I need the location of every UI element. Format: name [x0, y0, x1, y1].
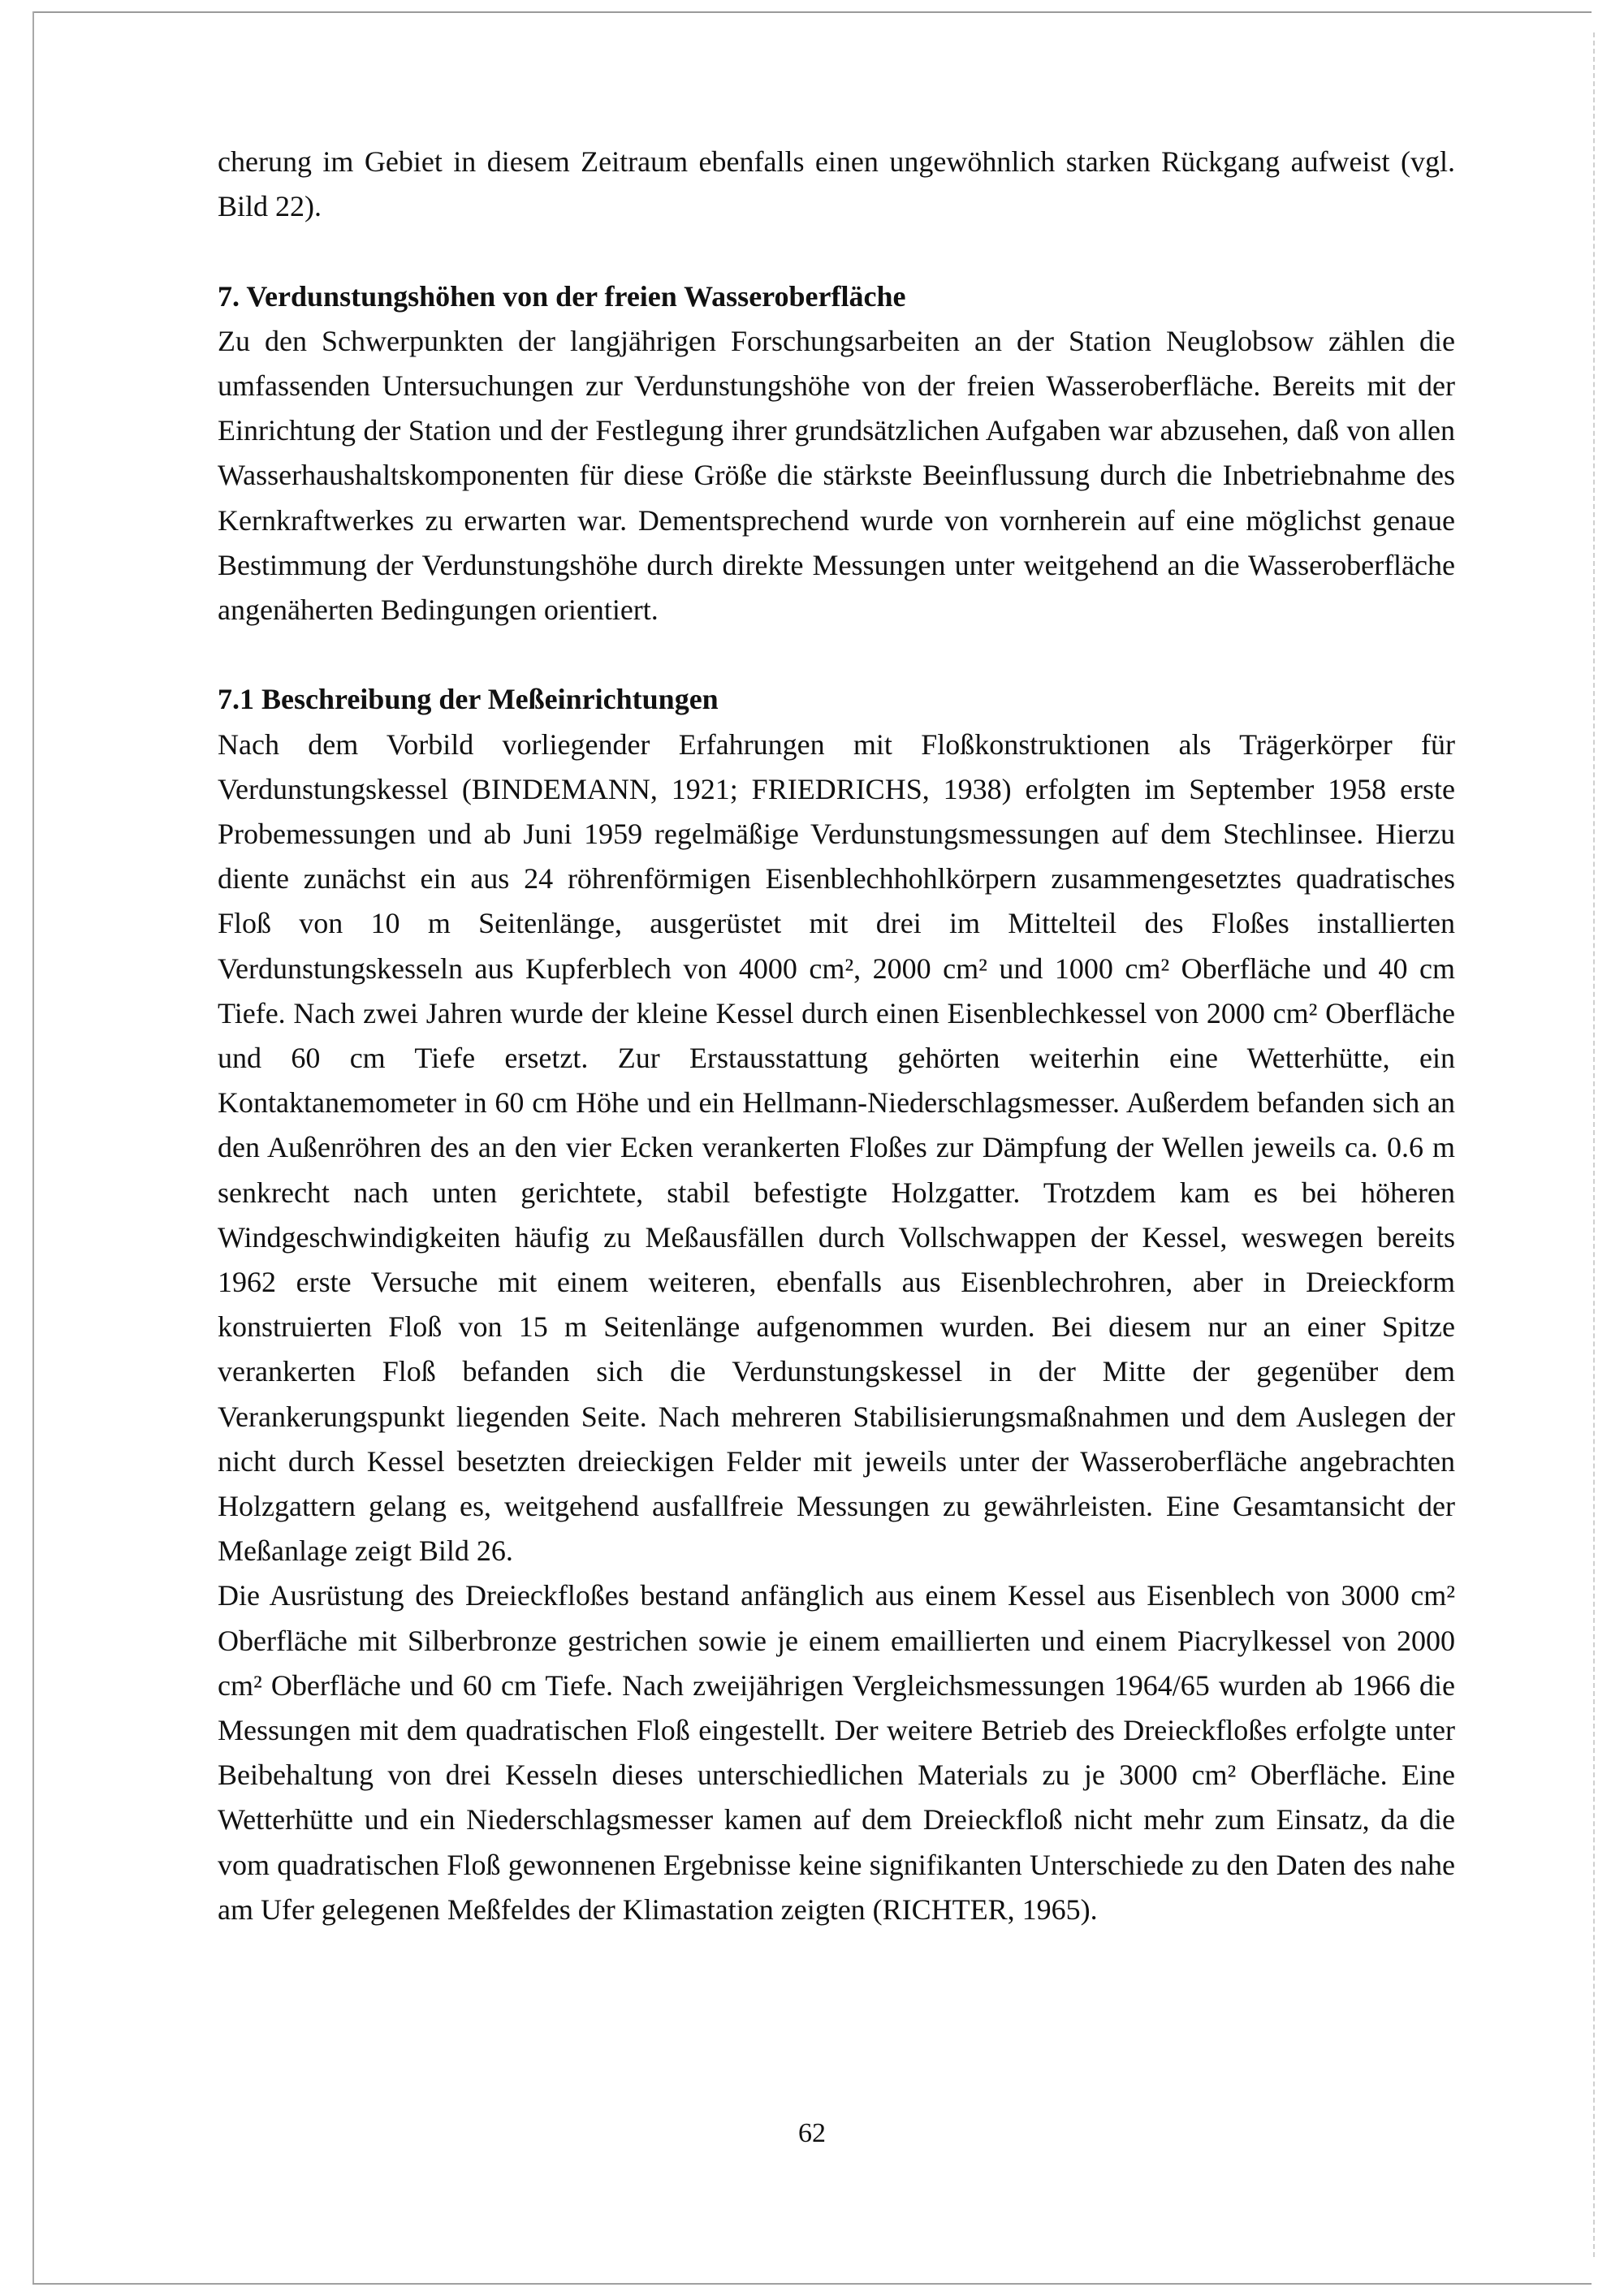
section-7-1-paragraph-1: Nach dem Vorbild vorliegender Erfahrungen mit Floßkonstruktionen als Trägerkörper für Verdunstungskessel (BINDEMANN, 1921; FRIEDRICHS, 1938) erfolgten im September 1958 erste Probemessungen und ab Juni 1959 regelmäßige Verdunstungsmessungen auf dem Stechlinsee. Hierzu diente zunächst ein aus 24 röhrenförmigen Eisenblechhohlkörpern zusammengesetztes quadratisches Floß von 10 m Seitenlänge, ausgerüstet mit drei im Mittelteil des Floßes installierten Verdunstungskesseln aus Kupferblech von 4000 cm², 2000 cm² und 1000 cm² Oberfläche und 40 cm Tiefe. Nach zwei Jahren wurde der kleine Kessel durch einen Eisenblechkessel von 2000 cm² Oberfläche und 60 cm Tiefe ersetzt. Zur Erstausstattung gehörten weiterhin eine Wetterhütte, ein Kontaktanemometer in 60 cm Höhe und ein Hellmann-Niederschlagsmesser. Außerdem befanden sich an den Außenröhren des an den vier Ecken verankerten Floßes zur Dämpfung der Wellen jeweils ca. 0.6 m senkrecht nach unten gerichtete, stabil befestigte Holzgatter. Trotzdem kam es bei höheren Windgeschwindigkeiten häufig zu Meßausfällen durch Vollschwappen der Kessel, weswegen bereits 1962 erste Versuche mit einem weiteren, ebenfalls aus Eisenblechrohren, aber in Dreieckform konstruierten Floß von 15 m Seitenlänge aufgenommen wurden. Bei diesem nur an einer Spitze verankerten Floß befanden sich die Verdunstungskessel in der Mitte der gegenüber dem Verankerungspunkt liegenden Seite. Nach mehreren Stabilisierungsmaßnahmen und dem Auslegen der nicht durch Kessel besetzten dreieckigen Felder mit jeweils unter der Wasseroberfläche angebrachten Holzgattern gelang es, weitgehend ausfallfreie Messungen zu gewährleisten. Eine Gesamtansicht der Meßanlage zeigt Bild 26.: [218, 727, 1455, 1568]
section-7-paragraph: Zu den Schwerpunkten der langjährigen Forschungsarbeiten an der Station Neuglobsow zählen die umfassenden Untersuchungen zur Verdunstungshöhe von der freien Wasseroberfläche. Bereits mit der Einrichtung der Station und der Festlegung ihrer grundsätzlichen Aufgaben war abzusehen, daß von allen Wasserhaushaltskomponenten für diese Größe die stärkste Beeinflussung durch die Inbetriebnahme des Kernkraftwerkes zu erwarten war. Dementsprechend wurde von vornherein auf eine möglichst genaue Bestimmung der Verdunstungshöhe durch direkte Messungen unter weitgehend an die Wasseroberfläche angenäherten Bedingungen orientiert.: [218, 324, 1455, 627]
intro-paragraph: cherung im Gebiet in diesem Zeitraum ebenfalls einen ungewöhnlich starken Rückgang aufweist (vgl. Bild 22).: [218, 145, 1455, 223]
scan-border-right: [1593, 32, 1595, 2257]
scan-border-top: [32, 11, 1592, 13]
section-7-1-heading: 7.1 Beschreibung der Meßeinrichtungen: [218, 683, 719, 716]
section-7-heading: 7. Verdunstungshöhen von der freien Wasseroberfläche: [218, 279, 906, 313]
body-text: [218, 140, 1455, 1932]
scan-border-left: [32, 11, 34, 2285]
section-7-1-paragraph-2: Die Ausrüstung des Dreieckfloßes bestand anfänglich aus einem Kessel aus Eisenblech von 3000 cm² Oberfläche mit Silberbronze gestrichen sowie je einem emaillierten und einem Piacrylkessel von 2000 cm² Oberfläche und 60 cm Tiefe. Nach zweijährigen Vergleichsmessungen 1964/65 wurden ab 1966 die Messungen mit dem quadratischen Floß eingestellt. Der weitere Betrieb des Dreieckfloßes erfolgte unter Beibehaltung von drei Kesseln dieses unterschiedlichen Materials zu je 3000 cm² Oberfläche. Eine Wetterhütte und ein Niederschlagsmesser kamen auf dem Dreieckfloß nicht mehr zum Einsatz, da die vom quadratischen Floß gewonnenen Ergebnisse keine signifikanten Unterschiede zu den Daten des nahe am Ufer gelegenen Meßfeldes der Klimastation zeigten (RICHTER, 1965).: [218, 1579, 1455, 1926]
scan-border-bottom: [32, 2283, 1592, 2285]
page-number: 62: [798, 2118, 826, 2148]
